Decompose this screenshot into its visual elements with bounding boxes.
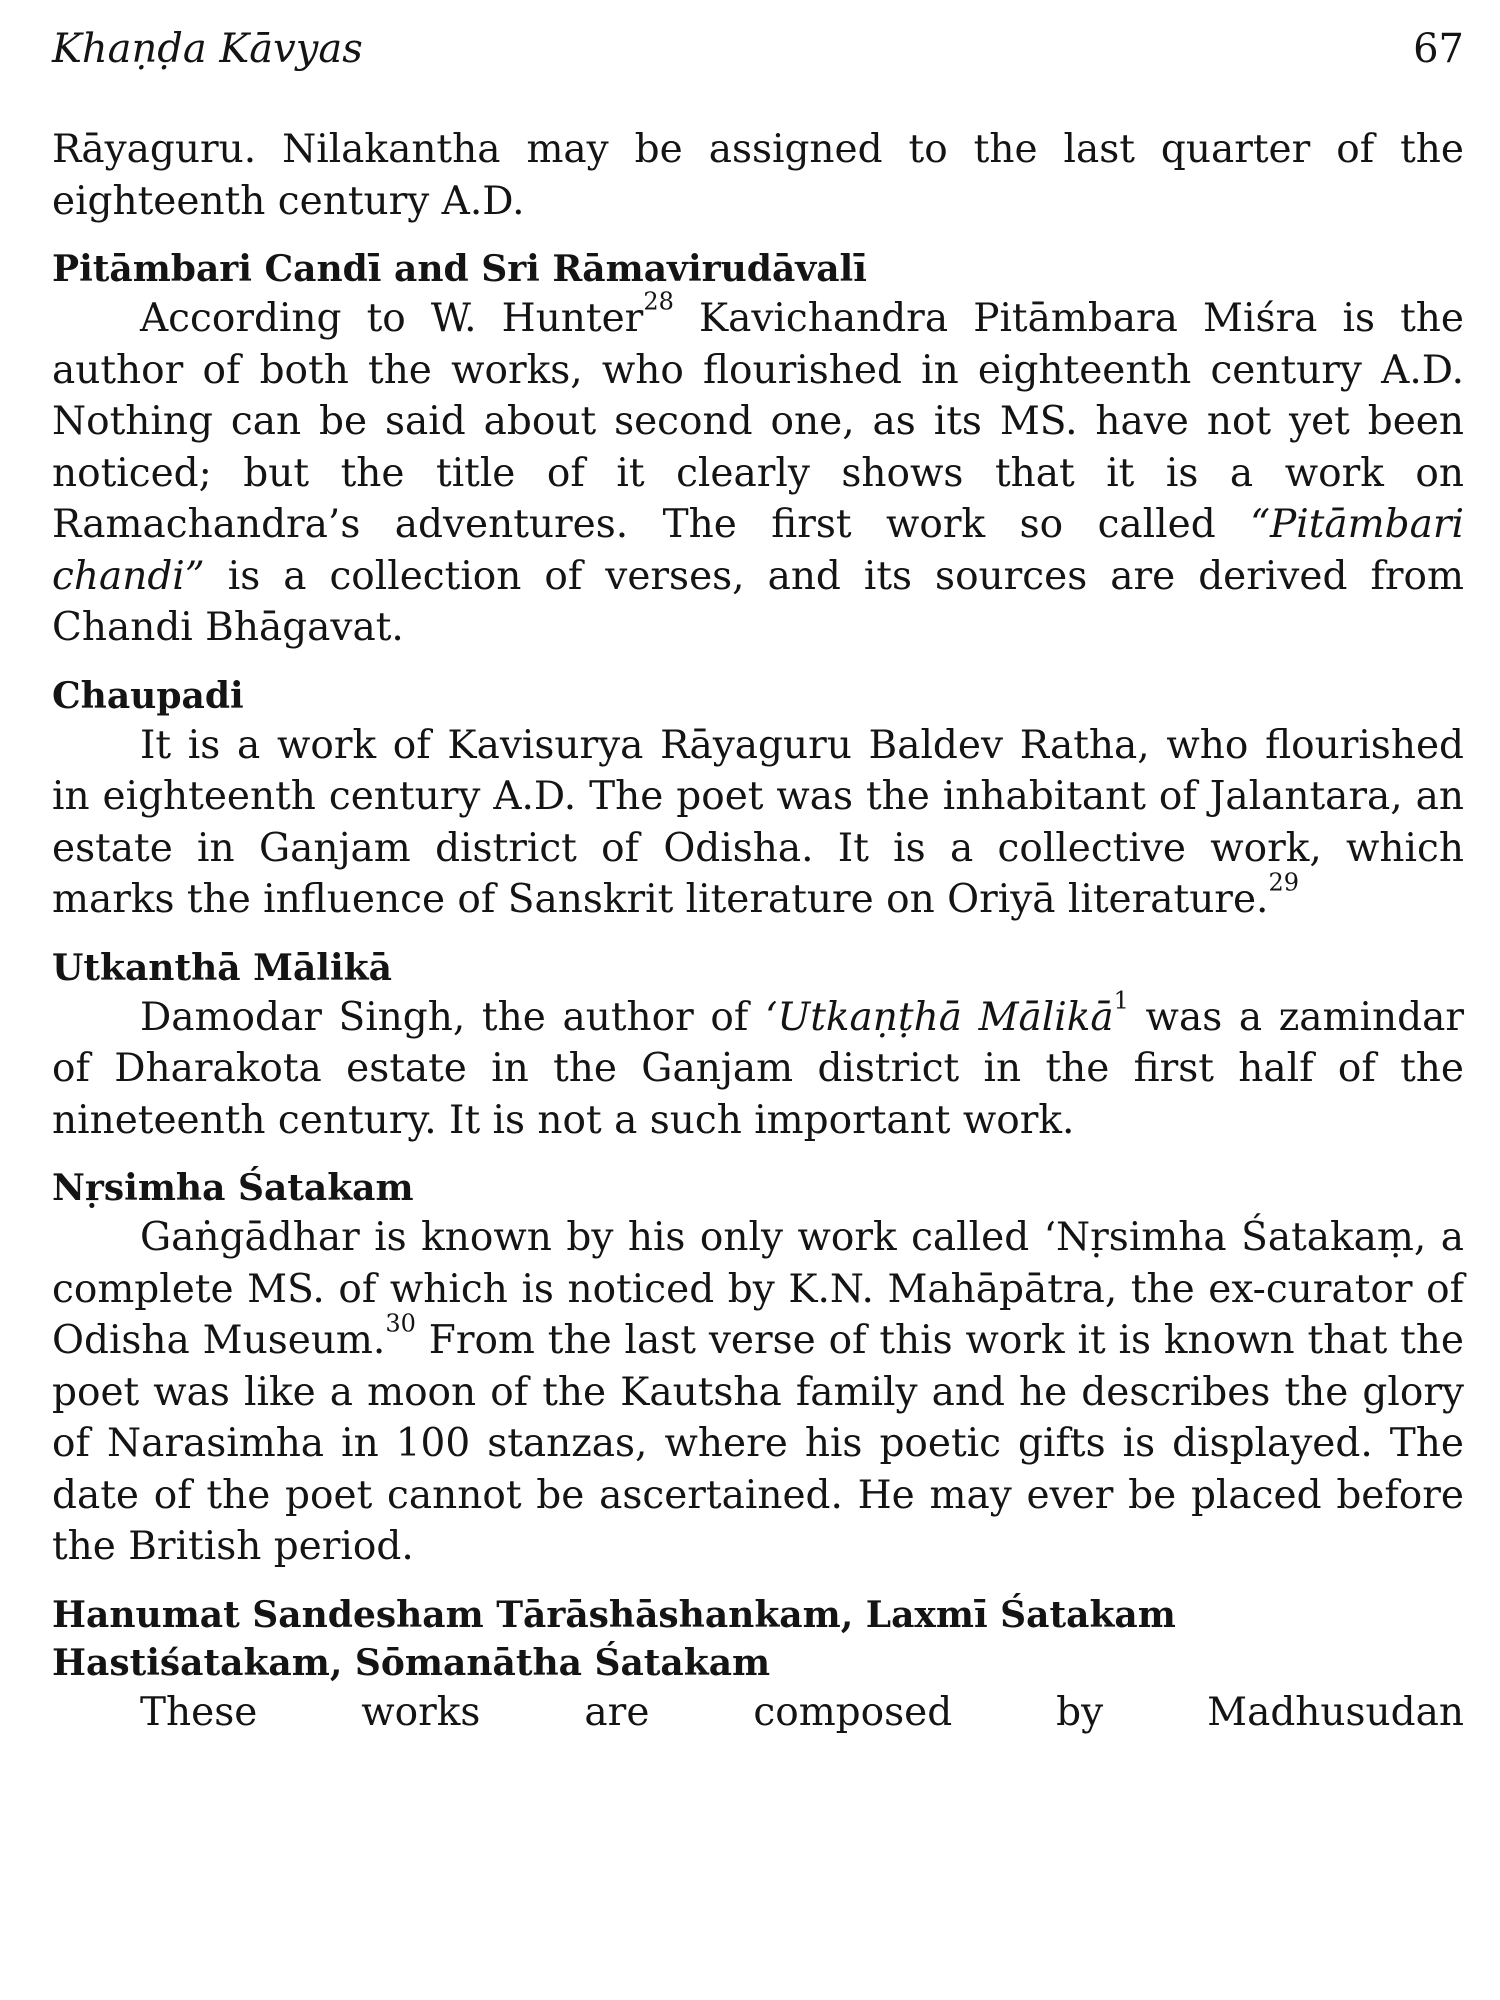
section-paragraph: It is a work of Kavisurya Rāyaguru Baldev Ratha, who flourished in eighteenth century A.D. The poet was the inhabitant of Jalantara, an estate in Ganjam district of Odisha. It is a collective work, which marks the influence of Sanskrit literature on Oriyā literature.$^{29}$: [52, 722, 1464, 922]
section-heading: Pitāmbari Candī and Sri Rāmavirudāvalī: [52, 248, 867, 290]
section-paragraph: Damodar Singh, the author of ‘Utkaṇṭhā Mālikā$^1$ was a zamindar of Dharakota estate in the Ganjam district in the first half of the nineteenth century. It is not a such important work.: [52, 985, 1464, 1143]
section-heading: Chaupadi: [52, 674, 244, 717]
footnote-ref: 1: [1113, 985, 1129, 1014]
section-heading: Hanumat Sandesham Tārāshāshankam, Laxmī Śatakam Hastiśatakam, Sōmanātha Śatakam: [52, 1593, 1176, 1684]
section-heading: Utkanthā Mālikā: [52, 946, 392, 989]
footnote-ref: 30: [385, 1309, 416, 1338]
page-body: [52, 124, 1464, 1738]
section-paragraph: Gaṅgādhar is known by his only work called ‘Nṛsimha Śatakaṃ, a complete MS. of which is noticed by K.N. Mahāpātra, the ex-curator of Odisha Museum.$^{30}$ From the last verse of this work it is known that the poet was like a moon of the Kautsha family and he describes the glory of Narasimha in 100 stanzas, where his poetic gifts is displayed. The date of the poet cannot be ascertained. He may ever be placed before the British period.: [52, 1215, 1464, 1569]
page-number: 67: [1413, 26, 1464, 72]
footnote-ref: 28: [643, 287, 674, 316]
section-paragraph: These works are composed by Madhusudan: [140, 1689, 1464, 1735]
running-title: Khaṇḍa Kāvyas: [52, 26, 363, 72]
footnote-ref: 29: [1268, 868, 1299, 897]
continuation-paragraph: Rāyaguru. Nilakantha may be assigned to the last quarter of the eighteenth century A.D.: [52, 127, 1464, 224]
page-header: [52, 26, 1464, 86]
section-paragraph: According to W. Hunter$^{28}$ Kavichandra Pitāmbara Miśra is the author of both the works, who flourished in eighteenth century A.D. Nothing can be said about second one, as its MS. have not yet been noticed; but the title of it clearly shows that it is a work on Ramachandra’s adventures. The first work so called “Pitāmbari chandi” is a collection of verses, and its sources are derived from Chandi Bhāgavat.: [52, 287, 1464, 650]
section-heading: Nṛsimha Śatakam: [52, 1167, 414, 1209]
